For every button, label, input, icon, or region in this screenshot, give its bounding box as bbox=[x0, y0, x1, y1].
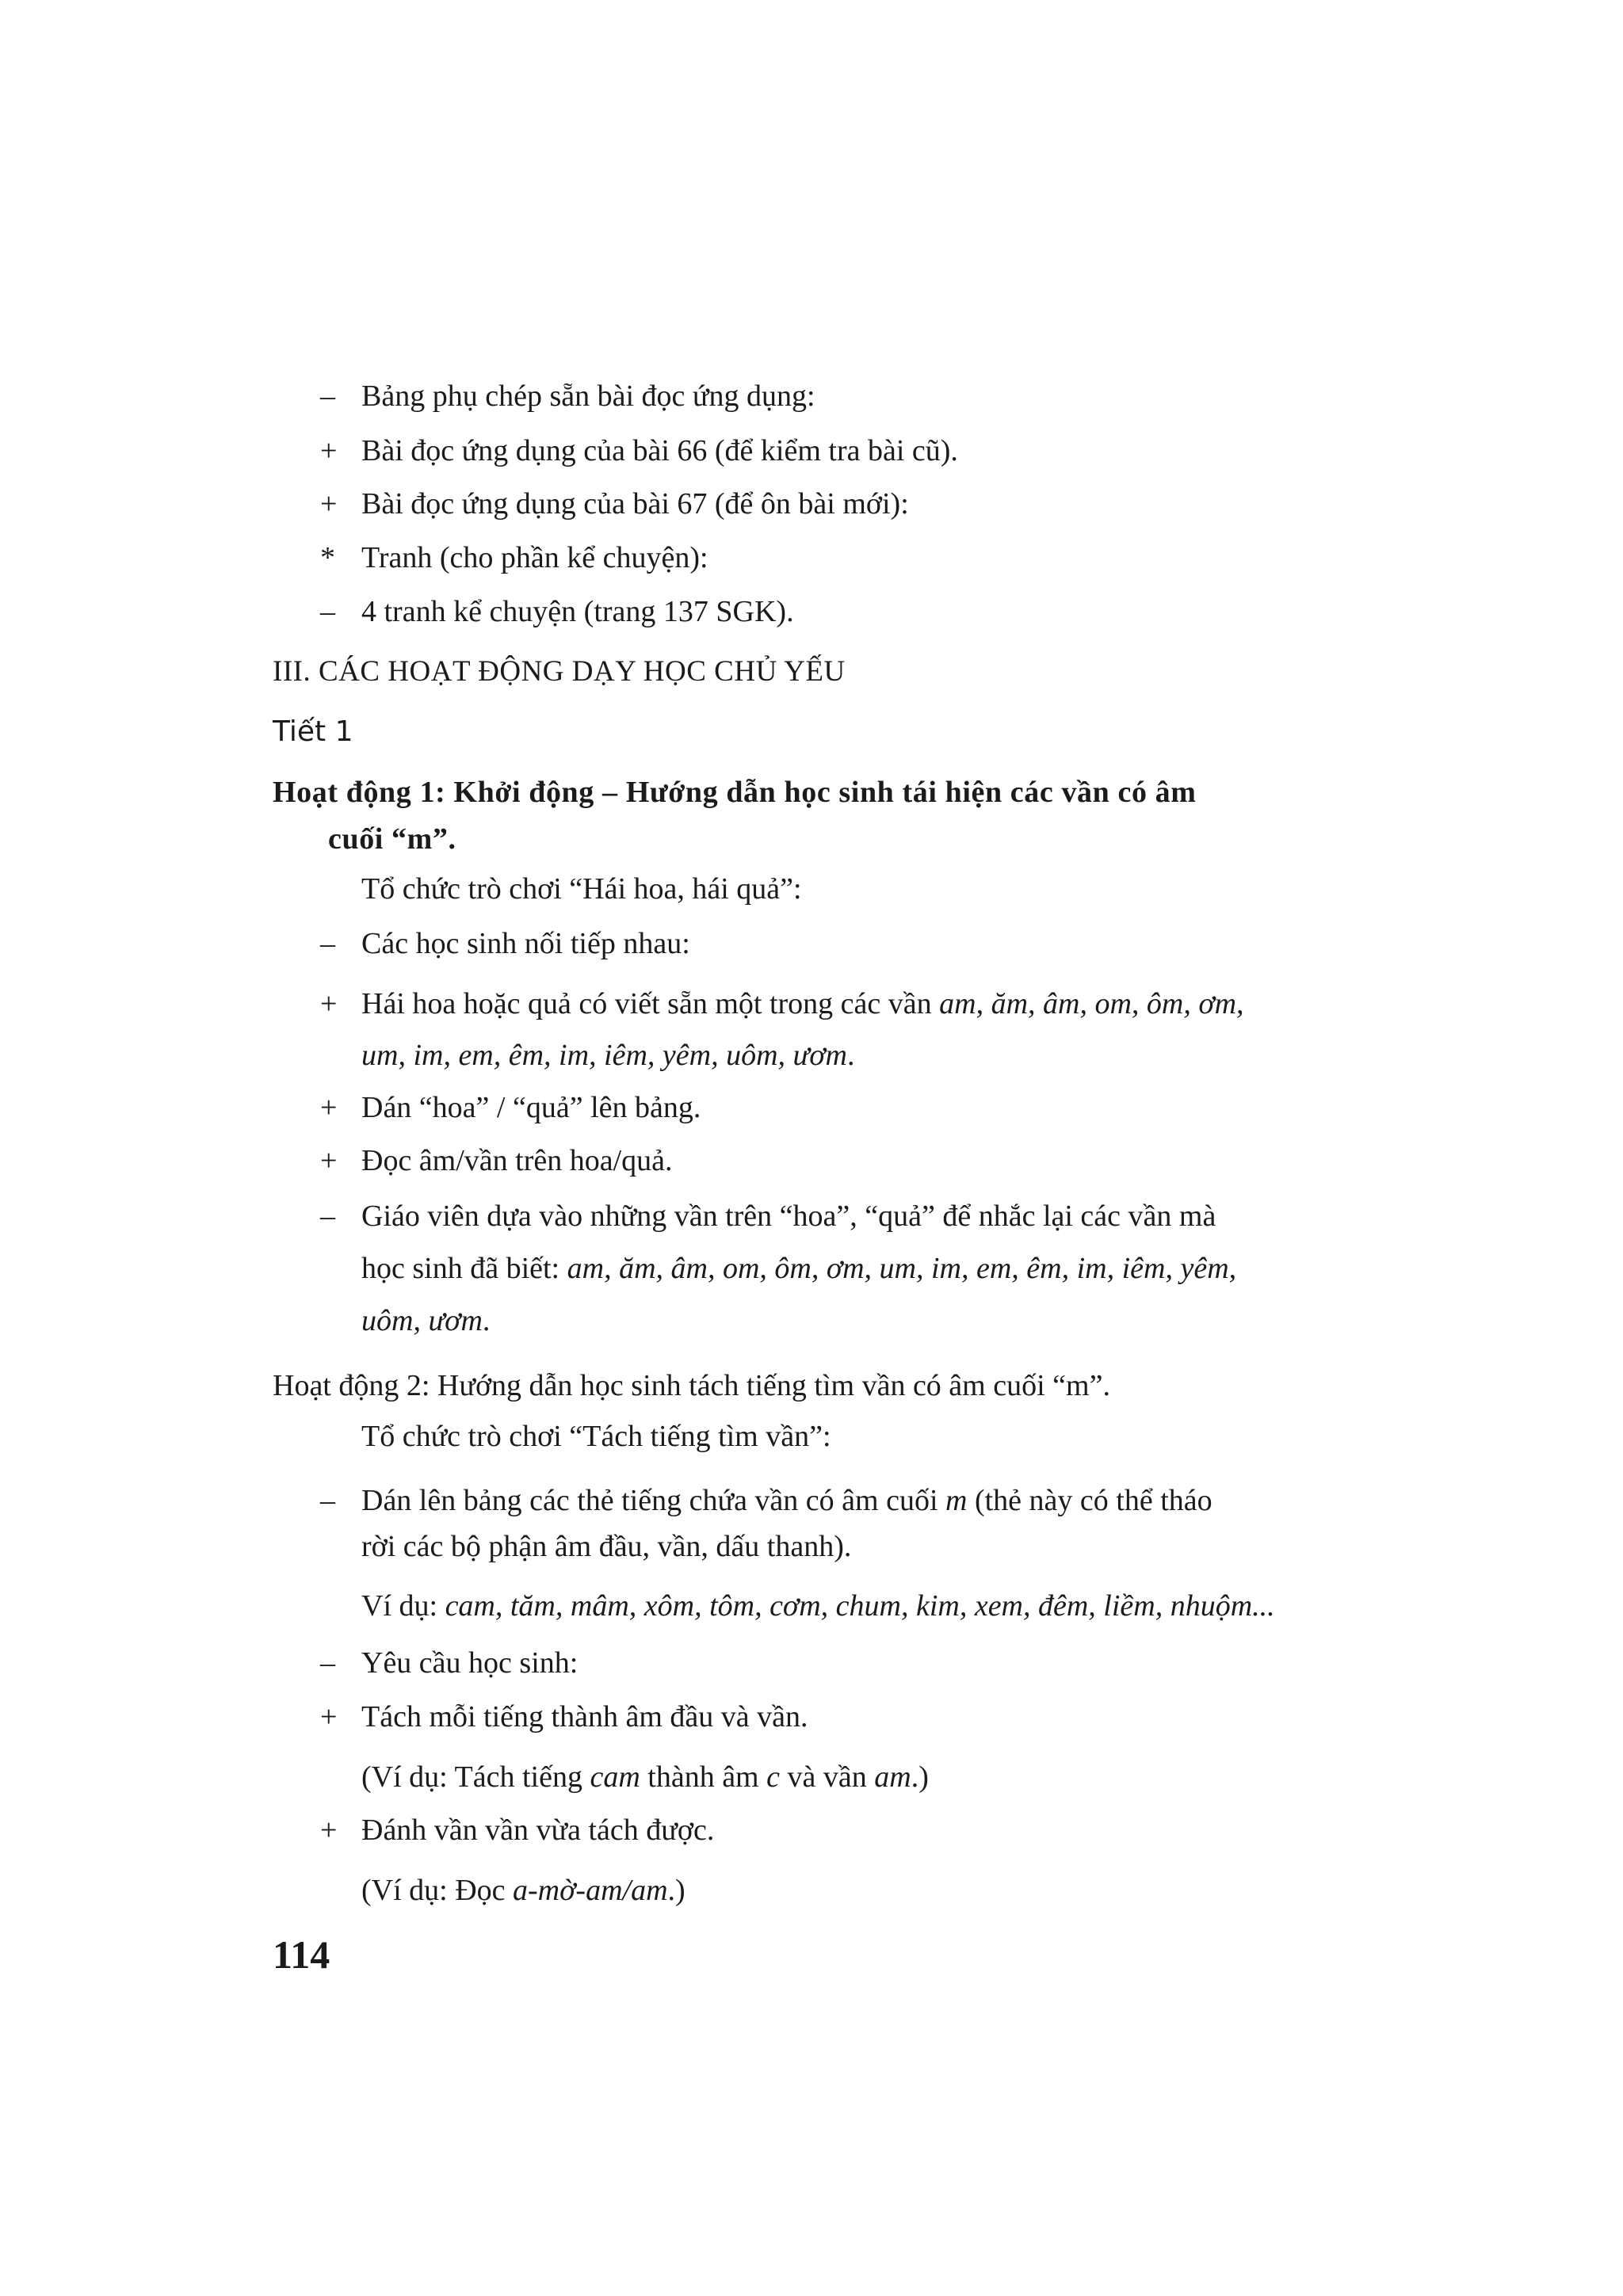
dash-marker: – bbox=[320, 379, 335, 413]
game-intro: Tổ chức trò chơi “Tách tiếng tìm vần”: bbox=[361, 1420, 831, 1453]
list-item: Đọc âm/vần trên hoa/quả. bbox=[361, 1144, 673, 1177]
activity-1-heading-cont: cuối “m”. bbox=[328, 822, 456, 856]
plus-marker: + bbox=[320, 1091, 338, 1124]
example-line: Ví dụ: cam, tăm, mâm, xôm, tôm, cơm, chum, kim, xem, đêm, liềm, nhuộm... bbox=[361, 1589, 1275, 1623]
section-heading: III. CÁC HOẠT ĐỘNG DẠY HỌC CHỦ YẾU bbox=[273, 655, 846, 688]
list-item: Giáo viên dựa vào những vần trên “hoa”, “quả” để nhắc lại các vần mà bbox=[361, 1199, 1216, 1233]
page-number: 114 bbox=[273, 1932, 330, 1977]
dash-marker: – bbox=[320, 595, 335, 628]
activity-1-heading: Hoạt động 1: Khởi động – Hướng dẫn học sinh tái hiện các vần có âm bbox=[273, 776, 1197, 809]
list-item: Bài đọc ứng dụng của bài 66 (để kiểm tra bài cũ). bbox=[361, 434, 958, 467]
list-item: Các học sinh nối tiếp nhau: bbox=[361, 927, 690, 960]
list-item-cont: uôm, ươm. bbox=[361, 1304, 491, 1337]
list-item: Dán lên bảng các thẻ tiếng chứa vần có âm cuối m (thẻ này có thể tháo bbox=[361, 1484, 1212, 1517]
list-item: Bảng phụ chép sẵn bài đọc ứng dụng: bbox=[361, 379, 815, 413]
list-item-cont: rời các bộ phận âm đầu, vần, dấu thanh). bbox=[361, 1530, 852, 1563]
game-intro: Tổ chức trò chơi “Hái hoa, hái quả”: bbox=[361, 872, 802, 906]
list-item: 4 tranh kể chuyện (trang 137 SGK). bbox=[361, 595, 794, 628]
list-item: Yêu cầu học sinh: bbox=[361, 1646, 579, 1680]
asterisk-marker: * bbox=[320, 541, 335, 574]
list-item: Đánh vần vần vừa tách được. bbox=[361, 1814, 715, 1847]
dash-marker: – bbox=[320, 1199, 335, 1233]
list-item: Tách mỗi tiếng thành âm đầu và vần. bbox=[361, 1700, 808, 1733]
list-item: Dán “hoa” / “quả” lên bảng. bbox=[361, 1091, 701, 1124]
list-item: Hái hoa hoặc quả có viết sẵn một trong các vần am, ăm, âm, om, ôm, ơm, bbox=[361, 987, 1244, 1020]
plus-marker: + bbox=[320, 1814, 338, 1847]
dash-marker: – bbox=[320, 1484, 335, 1517]
plus-marker: + bbox=[320, 987, 338, 1020]
plus-marker: + bbox=[320, 1144, 338, 1177]
example-line: (Ví dụ: Tách tiếng cam thành âm c và vần am.) bbox=[361, 1760, 929, 1794]
example-line: (Ví dụ: Đọc a-mờ-am/am.) bbox=[361, 1874, 685, 1907]
list-item: Bài đọc ứng dụng của bài 67 (để ôn bài mới): bbox=[361, 487, 909, 521]
dash-marker: – bbox=[320, 1646, 335, 1680]
dash-marker: – bbox=[320, 927, 335, 960]
period-label: Tiết 1 bbox=[273, 715, 353, 748]
list-item: Tranh (cho phần kể chuyện): bbox=[361, 541, 708, 574]
list-item-cont: học sinh đã biết: am, ăm, âm, om, ôm, ơm, um, im, em, êm, im, iêm, yêm, bbox=[361, 1252, 1237, 1285]
activity-2-heading: Hoạt động 2: Hướng dẫn học sinh tách tiếng tìm vần có âm cuối “m”. bbox=[273, 1369, 1110, 1402]
list-item-cont: um, im, em, êm, im, iêm, yêm, uôm, ươm. bbox=[361, 1039, 855, 1072]
plus-marker: + bbox=[320, 1700, 338, 1733]
plus-marker: + bbox=[320, 487, 338, 521]
plus-marker: + bbox=[320, 434, 338, 467]
